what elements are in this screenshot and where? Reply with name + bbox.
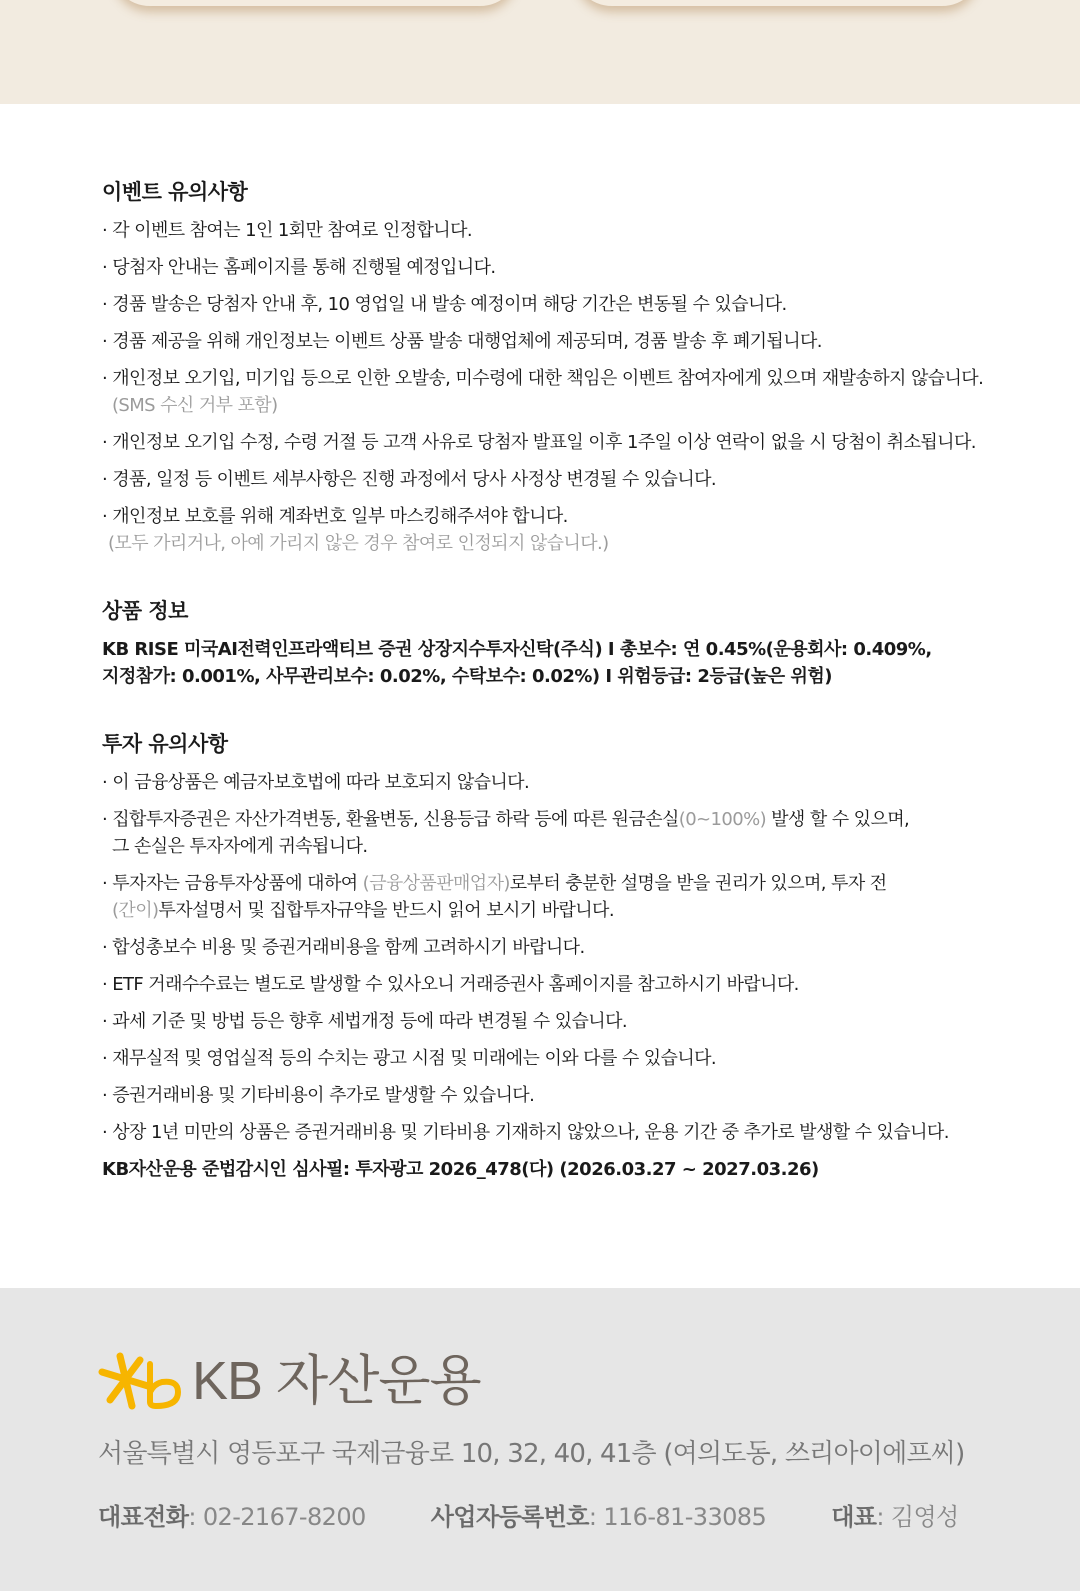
list-item: · 집합투자증권은 자산가격변동, 환율변동, 신용등급 하락 등에 따른 원금손실(0~100%) 발생 할 수 있으며, 그 손실은 투자자에게 귀속됩니다. [102,809,910,857]
notice-content [0,104,1042,1183]
company-info [98,1497,959,1532]
company-logo [98,1350,481,1412]
event-notice-list [102,217,1042,557]
top-banner-band [0,0,1080,104]
product-info-section [102,595,1042,690]
investment-notice-section [102,728,1042,1183]
kb-star-logo-icon [98,1350,182,1412]
list-item: · 투자자는 금융투자상품에 대하여 (금융상품판매업자)로부터 충분한 설명을 받을 권리가 있으며, 투자 전 (간이)투자설명서 및 집합투자규약을 반드시 읽어 보시기 바랍니다. [102,873,887,921]
list-item-note: (SMS 수신 거부 포함) [112,395,278,416]
list-item: · 합성총보수 비용 및 증권거래비용을 함께 고려하시기 바랍니다. [102,937,585,958]
phone-info: 대표전화: 02-2167-8200 [98,1503,366,1531]
product-info-title: 상품 정보 [102,599,188,623]
list-item-note: (모두 가리거나, 아예 가리지 않은 경우 참여로 인정되지 않습니다.) [108,533,609,554]
top-card-left [110,0,520,6]
list-item: · 상장 1년 미만의 상품은 증권거래비용 및 기타비용 기재하지 않았으나, 운용 기간 중 추가로 발생할 수 있습니다. [102,1122,949,1143]
investment-notice-title: 투자 유의사항 [102,732,228,756]
list-item: · ETF 거래수수료는 별도로 발생할 수 있사오니 거래증권사 홈페이지를 참고하시기 바랍니다. [102,974,799,995]
footer [0,1288,1080,1591]
list-item: · 재무실적 및 영업실적 등의 수치는 광고 시점 및 미래에는 이와 다를 수 있습니다. [102,1048,717,1069]
list-item: · 경품 발송은 당첨자 안내 후, 10 영업일 내 발송 예정이며 해당 기간은 변동될 수 있습니다. [102,294,787,315]
event-notice-title: 이벤트 유의사항 [102,180,248,204]
product-info-text: KB RISE 미국AI전력인프라액티브 증권 상장지수투자신탁(주식) I 총보수: 연 0.45%(운용회사: 0.409%, 지정참가: 0.001%, 사무관리보수: 0.02%, 수탁보수: 0.02%) I 위험등급: 2등급(높은 위험) [102,639,932,687]
list-item: · 증권거래비용 및 기타비용이 추가로 발생할 수 있습니다. [102,1085,535,1106]
business-number-info: 사업자등록번호: 116-81-33085 [430,1503,767,1531]
event-notice-section [102,176,1042,557]
list-item: · 이 금융상품은 예금자보호법에 따라 보호되지 않습니다. [102,772,530,793]
list-item: · 경품 제공을 위해 개인정보는 이벤트 상품 발송 대행업체에 제공되며, 경품 발송 후 폐기됩니다. [102,331,822,352]
list-item: · 당첨자 안내는 홈페이지를 통해 진행될 예정입니다. [102,257,496,278]
list-item: · 개인정보 보호를 위해 계좌번호 일부 마스킹해주셔야 합니다. (모두 가리거나, 아예 가리지 않은 경우 참여로 인정되지 않습니다.) [102,503,1042,557]
list-item: · 경품, 일정 등 이벤트 세부사항은 진행 과정에서 당사 사정상 변경될 수 있습니다. [102,469,717,490]
list-item: · 개인정보 오기입, 미기입 등으로 인한 오발송, 미수령에 대한 책임은 이벤트 참여자에게 있으며 재발송하지 않습니다. (SMS 수신 거부 포함) [102,365,1042,419]
list-item: · 개인정보 오기입 수정, 수령 거절 등 고객 사유로 당첨자 발표일 이후 1주일 이상 연락이 없을 시 당첨이 취소됩니다. [102,432,976,453]
investment-notice-list [102,769,1042,1146]
list-item: · 과세 기준 및 방법 등은 향후 세법개정 등에 따라 변경될 수 있습니다. [102,1011,627,1032]
logo-wordmark: KB 자산운용 [192,1351,481,1411]
ceo-info: 대표: 김영성 [831,1503,959,1531]
top-card-right [572,0,982,6]
company-address: 서울특별시 영등포구 국제금융로 10, 32, 40, 41층 (여의도동, 쓰리아이에프씨) [98,1439,965,1469]
compliance-review-text: KB자산운용 준법감시인 심사필: 투자광고 2026_478(다) (2026.03.27 ~ 2027.03.26) [102,1159,819,1180]
list-item: · 각 이벤트 참여는 1인 1회만 참여로 인정합니다. [102,220,472,241]
